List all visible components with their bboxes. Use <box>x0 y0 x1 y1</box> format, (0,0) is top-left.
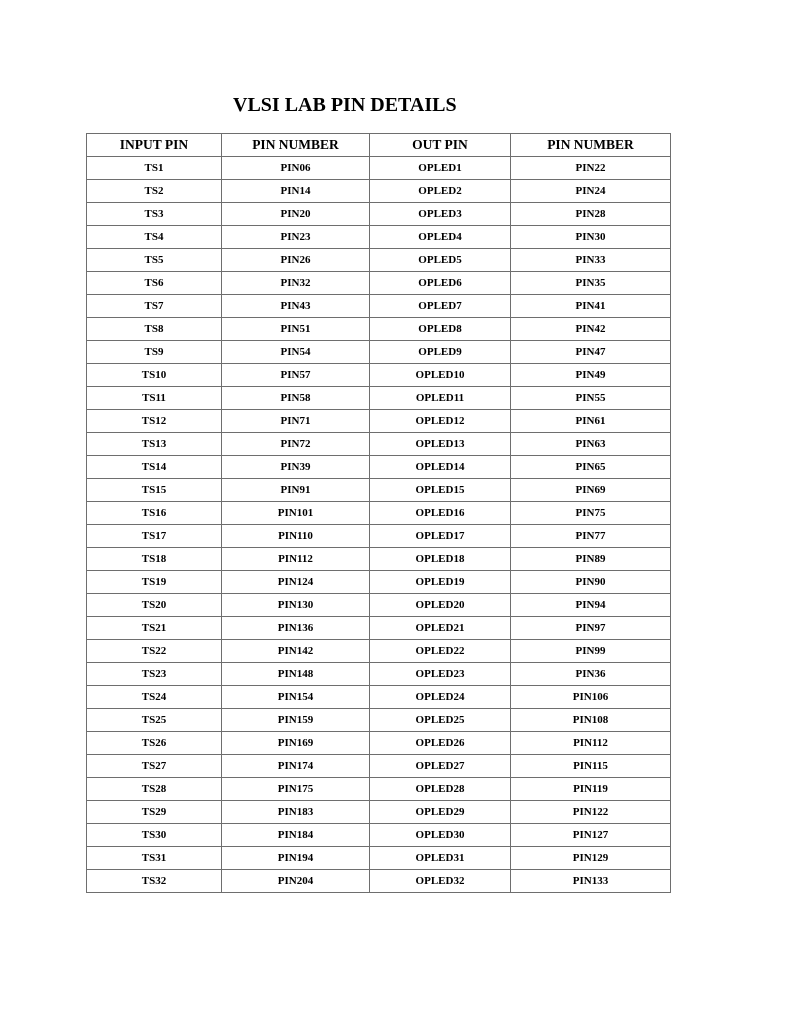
out-pin-number-cell: PIN106 <box>511 686 671 709</box>
input-pin-number-cell: PIN183 <box>222 801 370 824</box>
out-pin-cell: OPLED10 <box>370 364 511 387</box>
input-pin-number-cell: PIN51 <box>222 318 370 341</box>
table-row <box>87 456 671 479</box>
input-pin-cell: TS24 <box>87 686 222 709</box>
out-pin-number-cell: PIN24 <box>511 180 671 203</box>
input-pin-number-cell: PIN06 <box>222 157 370 180</box>
out-pin-number-cell: PIN49 <box>511 364 671 387</box>
out-pin-number-cell: PIN22 <box>511 157 671 180</box>
out-pin-number-cell: PIN69 <box>511 479 671 502</box>
input-pin-cell: TS21 <box>87 617 222 640</box>
input-pin-cell: TS18 <box>87 548 222 571</box>
table-row <box>87 341 671 364</box>
input-pin-number-cell: PIN91 <box>222 479 370 502</box>
input-pin-cell: TS14 <box>87 456 222 479</box>
out-pin-number-cell: PIN41 <box>511 295 671 318</box>
input-pin-number-cell: PIN194 <box>222 847 370 870</box>
out-pin-number-cell: PIN112 <box>511 732 671 755</box>
input-pin-cell: TS15 <box>87 479 222 502</box>
input-pin-cell: TS8 <box>87 318 222 341</box>
table-row <box>87 387 671 410</box>
input-pin-number-cell: PIN124 <box>222 571 370 594</box>
table-row <box>87 801 671 824</box>
input-pin-cell: TS17 <box>87 525 222 548</box>
out-pin-cell: OPLED13 <box>370 433 511 456</box>
table-row <box>87 663 671 686</box>
out-pin-cell: OPLED29 <box>370 801 511 824</box>
out-pin-number-cell: PIN63 <box>511 433 671 456</box>
input-pin-number-cell: PIN23 <box>222 226 370 249</box>
table-row <box>87 318 671 341</box>
input-pin-number-cell: PIN72 <box>222 433 370 456</box>
table-row <box>87 502 671 525</box>
out-pin-cell: OPLED27 <box>370 755 511 778</box>
table-row <box>87 364 671 387</box>
input-pin-cell: TS30 <box>87 824 222 847</box>
out-pin-cell: OPLED15 <box>370 479 511 502</box>
out-pin-cell: OPLED22 <box>370 640 511 663</box>
out-pin-number-cell: PIN47 <box>511 341 671 364</box>
input-pin-cell: TS32 <box>87 870 222 893</box>
input-pin-number-cell: PIN101 <box>222 502 370 525</box>
input-pin-number-cell: PIN174 <box>222 755 370 778</box>
table-row <box>87 847 671 870</box>
table-row <box>87 479 671 502</box>
out-pin-number-cell: PIN33 <box>511 249 671 272</box>
input-pin-cell: TS1 <box>87 157 222 180</box>
input-pin-cell: TS7 <box>87 295 222 318</box>
input-pin-number-cell: PIN148 <box>222 663 370 686</box>
input-pin-number-cell: PIN136 <box>222 617 370 640</box>
out-pin-cell: OPLED12 <box>370 410 511 433</box>
input-pin-cell: TS19 <box>87 571 222 594</box>
out-pin-number-cell: PIN99 <box>511 640 671 663</box>
table-row <box>87 410 671 433</box>
input-pin-number-cell: PIN39 <box>222 456 370 479</box>
out-pin-cell: OPLED31 <box>370 847 511 870</box>
out-pin-number-cell: PIN115 <box>511 755 671 778</box>
out-pin-cell: OPLED32 <box>370 870 511 893</box>
input-pin-number-cell: PIN130 <box>222 594 370 617</box>
out-pin-number-cell: PIN28 <box>511 203 671 226</box>
table-row <box>87 755 671 778</box>
table-row <box>87 548 671 571</box>
input-pin-cell: TS20 <box>87 594 222 617</box>
input-pin-number-cell: PIN57 <box>222 364 370 387</box>
table-row <box>87 732 671 755</box>
input-pin-cell: TS28 <box>87 778 222 801</box>
out-pin-cell: OPLED25 <box>370 709 511 732</box>
table-row <box>87 295 671 318</box>
table-row <box>87 272 671 295</box>
out-pin-cell: OPLED24 <box>370 686 511 709</box>
out-pin-number-cell: PIN30 <box>511 226 671 249</box>
input-pin-number-cell: PIN142 <box>222 640 370 663</box>
table-row <box>87 594 671 617</box>
table-header <box>87 134 671 157</box>
header-input-pin: INPUT PIN <box>87 134 222 157</box>
input-pin-number-cell: PIN112 <box>222 548 370 571</box>
out-pin-number-cell: PIN42 <box>511 318 671 341</box>
out-pin-number-cell: PIN77 <box>511 525 671 548</box>
out-pin-number-cell: PIN133 <box>511 870 671 893</box>
input-pin-number-cell: PIN175 <box>222 778 370 801</box>
out-pin-cell: OPLED11 <box>370 387 511 410</box>
input-pin-number-cell: PIN154 <box>222 686 370 709</box>
input-pin-cell: TS16 <box>87 502 222 525</box>
out-pin-number-cell: PIN97 <box>511 617 671 640</box>
out-pin-cell: OPLED2 <box>370 180 511 203</box>
input-pin-number-cell: PIN110 <box>222 525 370 548</box>
input-pin-cell: TS13 <box>87 433 222 456</box>
input-pin-number-cell: PIN71 <box>222 410 370 433</box>
out-pin-number-cell: PIN127 <box>511 824 671 847</box>
table-row <box>87 686 671 709</box>
input-pin-cell: TS10 <box>87 364 222 387</box>
header-row <box>87 134 671 157</box>
table-row <box>87 249 671 272</box>
input-pin-cell: TS6 <box>87 272 222 295</box>
input-pin-cell: TS5 <box>87 249 222 272</box>
out-pin-cell: OPLED23 <box>370 663 511 686</box>
out-pin-cell: OPLED18 <box>370 548 511 571</box>
out-pin-cell: OPLED19 <box>370 571 511 594</box>
table-row <box>87 870 671 893</box>
table-row <box>87 617 671 640</box>
out-pin-number-cell: PIN35 <box>511 272 671 295</box>
input-pin-cell: TS9 <box>87 341 222 364</box>
input-pin-cell: TS12 <box>87 410 222 433</box>
input-pin-number-cell: PIN58 <box>222 387 370 410</box>
out-pin-cell: OPLED5 <box>370 249 511 272</box>
page-title: VLSI LAB PIN DETAILS <box>233 94 457 116</box>
table-row <box>87 709 671 732</box>
header-out-pin: OUT PIN <box>370 134 511 157</box>
header-out-pin-number: PIN NUMBER <box>511 134 671 157</box>
out-pin-cell: OPLED16 <box>370 502 511 525</box>
pin-details-table <box>86 133 671 893</box>
input-pin-number-cell: PIN32 <box>222 272 370 295</box>
out-pin-cell: OPLED7 <box>370 295 511 318</box>
out-pin-number-cell: PIN90 <box>511 571 671 594</box>
out-pin-cell: OPLED28 <box>370 778 511 801</box>
input-pin-cell: TS23 <box>87 663 222 686</box>
out-pin-number-cell: PIN61 <box>511 410 671 433</box>
out-pin-cell: OPLED20 <box>370 594 511 617</box>
out-pin-number-cell: PIN129 <box>511 847 671 870</box>
out-pin-cell: OPLED26 <box>370 732 511 755</box>
table-row <box>87 203 671 226</box>
out-pin-cell: OPLED4 <box>370 226 511 249</box>
table-row <box>87 157 671 180</box>
out-pin-cell: OPLED6 <box>370 272 511 295</box>
input-pin-number-cell: PIN20 <box>222 203 370 226</box>
out-pin-cell: OPLED14 <box>370 456 511 479</box>
input-pin-cell: TS26 <box>87 732 222 755</box>
input-pin-cell: TS22 <box>87 640 222 663</box>
out-pin-cell: OPLED3 <box>370 203 511 226</box>
out-pin-cell: OPLED1 <box>370 157 511 180</box>
table-row <box>87 525 671 548</box>
input-pin-number-cell: PIN26 <box>222 249 370 272</box>
input-pin-number-cell: PIN204 <box>222 870 370 893</box>
input-pin-cell: TS3 <box>87 203 222 226</box>
out-pin-number-cell: PIN108 <box>511 709 671 732</box>
table-row <box>87 226 671 249</box>
table-row <box>87 778 671 801</box>
table-row <box>87 824 671 847</box>
input-pin-cell: TS2 <box>87 180 222 203</box>
out-pin-number-cell: PIN75 <box>511 502 671 525</box>
out-pin-number-cell: PIN65 <box>511 456 671 479</box>
out-pin-number-cell: PIN119 <box>511 778 671 801</box>
input-pin-cell: TS27 <box>87 755 222 778</box>
input-pin-number-cell: PIN184 <box>222 824 370 847</box>
out-pin-number-cell: PIN55 <box>511 387 671 410</box>
input-pin-cell: TS29 <box>87 801 222 824</box>
out-pin-number-cell: PIN122 <box>511 801 671 824</box>
out-pin-number-cell: PIN36 <box>511 663 671 686</box>
out-pin-cell: OPLED30 <box>370 824 511 847</box>
table-row <box>87 180 671 203</box>
input-pin-cell: TS4 <box>87 226 222 249</box>
input-pin-number-cell: PIN54 <box>222 341 370 364</box>
header-input-pin-number: PIN NUMBER <box>222 134 370 157</box>
input-pin-cell: TS25 <box>87 709 222 732</box>
input-pin-number-cell: PIN43 <box>222 295 370 318</box>
out-pin-cell: OPLED9 <box>370 341 511 364</box>
table-row <box>87 640 671 663</box>
input-pin-cell: TS31 <box>87 847 222 870</box>
out-pin-number-cell: PIN89 <box>511 548 671 571</box>
input-pin-number-cell: PIN14 <box>222 180 370 203</box>
input-pin-number-cell: PIN169 <box>222 732 370 755</box>
table-row <box>87 433 671 456</box>
out-pin-number-cell: PIN94 <box>511 594 671 617</box>
table-row <box>87 571 671 594</box>
input-pin-number-cell: PIN159 <box>222 709 370 732</box>
out-pin-cell: OPLED17 <box>370 525 511 548</box>
table-body <box>87 157 671 893</box>
out-pin-cell: OPLED21 <box>370 617 511 640</box>
input-pin-cell: TS11 <box>87 387 222 410</box>
out-pin-cell: OPLED8 <box>370 318 511 341</box>
